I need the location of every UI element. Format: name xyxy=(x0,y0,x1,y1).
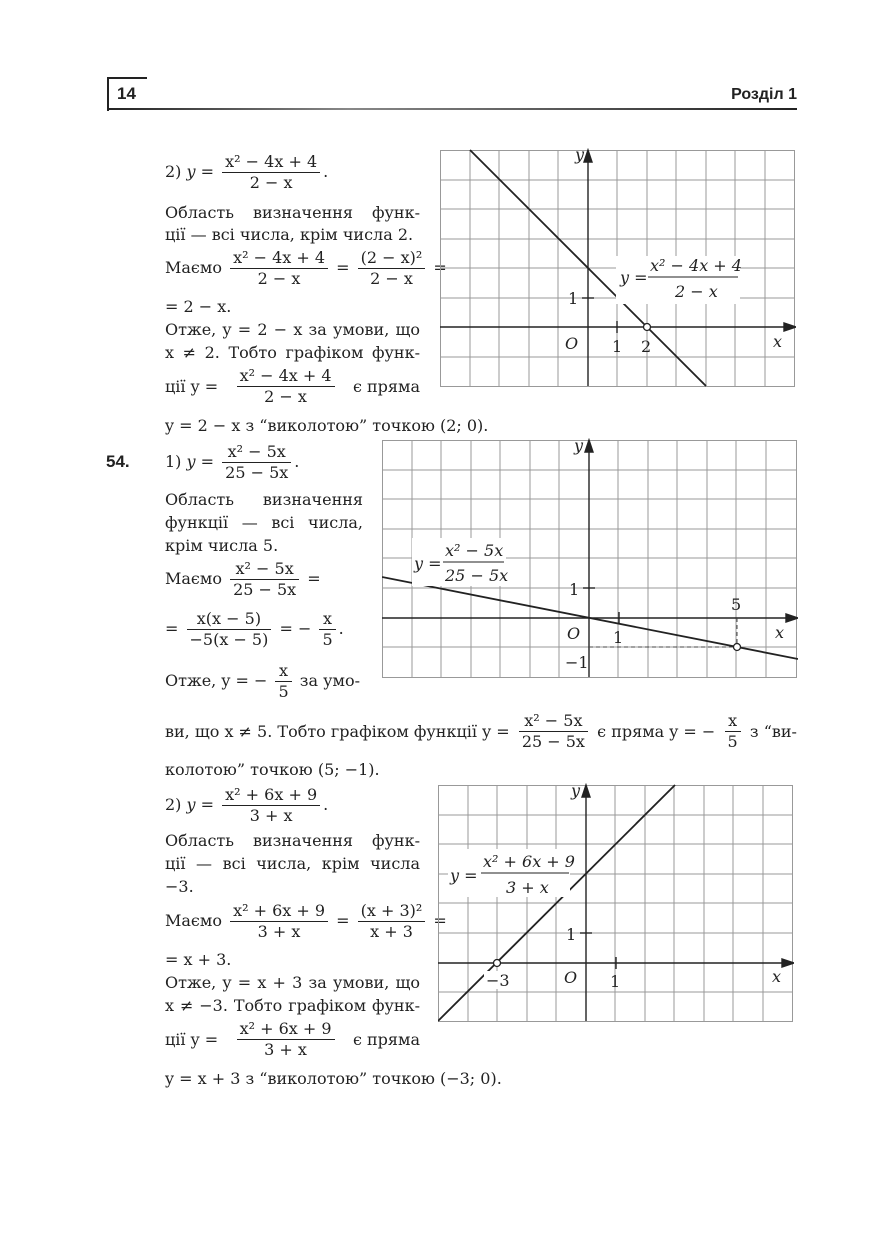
graph-3-punctured-point xyxy=(494,960,501,967)
s2-cont: ви, що x ≠ 5. Тобто графіком функції y = $\frac{\text{x² − 5x}}{25 - 5x}$ є пряма y = − $\frac{x}{5}$ з “ви- xyxy=(165,711,797,751)
s2-domain-1: Область визначення xyxy=(165,490,363,509)
graph-1-eq-den: 2 − x xyxy=(675,282,718,301)
s3-maemo: Маємо $\frac{\text{x² + 6x + 9}}{3 + x}$ = $\frac{\text{(x + 3)²}}{x + 3}$ = xyxy=(165,901,447,941)
s2-maemo: Маємо $\frac{\text{x² − 5x}}{25 - 5x}$ = xyxy=(165,559,321,599)
graph-3-eq-lhs: y = xyxy=(450,866,478,885)
graph-2-origin: O xyxy=(567,624,581,643)
s1-then-1: Отже, y = 2 − x за умови, що xyxy=(165,320,420,339)
section-title: Розділ 1 xyxy=(731,86,797,103)
s2-last: колотою” точкою (5; −1). xyxy=(165,760,380,779)
graph-3 xyxy=(438,783,794,1023)
graph-2-eq-lhs: y = xyxy=(414,554,442,573)
problem-number: 54. xyxy=(106,452,130,471)
graph-1 xyxy=(440,148,796,388)
graph-3-x-label: x xyxy=(772,967,782,986)
s1-maemo: Маємо $\frac{\text{x² − 4x + 4}}{2 - x}$ = $\frac{\text{(2 − x)²}}{2 - x}$ = xyxy=(165,248,447,288)
graph-3-y-arrow xyxy=(582,785,590,797)
s3-domain-2: ції — всі числа, крім числа xyxy=(165,854,420,873)
graph-2-eq-num: x² − 5x xyxy=(445,541,504,560)
graph-1-origin: O xyxy=(565,334,579,353)
s1-formula: 2) y = $\frac{\text{x² − 4x + 4}}{2 - x}$ . xyxy=(165,152,329,192)
s2-domain-3: крім числа 5. xyxy=(165,536,279,555)
s2-domain-2: функції — всі числа, xyxy=(165,513,363,532)
s3-formula: 2) y = $\frac{\text{x² + 6x + 9}}{3 + x}$ . xyxy=(165,785,329,825)
s2-then: Отже, y = − $\frac{x}{5}$ за умо- xyxy=(165,661,360,701)
graph-1-punctured-point xyxy=(644,324,651,331)
graph-3-eq-den: 3 + x xyxy=(506,878,549,897)
graph-2-tick-5: 5 xyxy=(731,595,742,614)
s3-last: y = x + 3 з “виколотою” точкою (−3; 0). xyxy=(165,1069,502,1088)
header-rule xyxy=(107,108,797,110)
graph-3-origin: O xyxy=(564,968,578,987)
graph-3-eq-num: x² + 6x + 9 xyxy=(483,852,575,871)
graph-1-x-label: x xyxy=(773,332,783,351)
page-number: 14 xyxy=(117,84,136,103)
s1-fraction: $\frac{\text{x² − 4x + 4}}{2 - x}$ xyxy=(222,152,320,193)
s3-result: = x + 3. xyxy=(165,950,232,969)
graph-3-tick-x1: 1 xyxy=(610,972,621,991)
graph-1-tick-y1: 1 xyxy=(568,289,579,308)
s1-domain-2: ції — всі числа, крім числа 2. xyxy=(165,225,414,244)
graph-1-y-arrow xyxy=(584,150,592,162)
s3-domain-1: Область визначення функ- xyxy=(165,831,420,850)
s3-then-2: x ≠ −3. Тобто графіком функ- xyxy=(165,996,420,1015)
graph-3-y-label: y xyxy=(571,783,581,800)
graph-2 xyxy=(382,438,798,679)
graph-2-x-label: x xyxy=(775,623,785,642)
graph-2-tick-y1: 1 xyxy=(569,580,580,599)
s3-then-3: ції y = $\frac{\text{x² + 6x + 9}}{3 + x}$ є пряма xyxy=(165,1019,420,1059)
graph-2-y-arrow xyxy=(585,440,593,452)
graph-1-eq-num: x² − 4x + 4 xyxy=(650,256,742,275)
graph-2-tick-ym1: −1 xyxy=(565,653,589,672)
s3-then-1: Отже, y = x + 3 за умови, що xyxy=(165,973,420,992)
s1-result: = 2 − x. xyxy=(165,297,232,316)
graph-2-eq-den: 25 − 5x xyxy=(445,566,509,585)
s3-domain-3: −3. xyxy=(165,877,194,896)
graph-2-y-label: y xyxy=(574,438,584,455)
s1-then-3: ції y = $\frac{\text{x² − 4x + 4}}{2 - x}$ є пряма xyxy=(165,366,420,406)
s1-then-2: x ≠ 2. Тобто графіком функ- xyxy=(165,343,420,362)
graph-2-tick-x1: 1 xyxy=(613,628,624,647)
s2-factor: = $\frac{x(x - 5)}{-5(x - 5)}$ = − $\frac{x}{5}$ . xyxy=(165,609,344,649)
graph-1-y-label: y xyxy=(575,148,585,164)
s2-formula: 1) y = $\frac{\text{x² − 5x}}{25 - 5x}$ . xyxy=(165,442,300,482)
graph-1-tick-x1: 1 xyxy=(612,337,623,356)
s1-last: y = 2 − x з “виколотою” точкою (2; 0). xyxy=(165,416,489,435)
graph-3-tick-xm3: −3 xyxy=(486,971,510,990)
s1-domain-1: Область визначення функ- xyxy=(165,203,420,222)
graph-3-tick-y1: 1 xyxy=(566,925,577,944)
graph-1-tick-x2: 2 xyxy=(641,337,652,356)
graph-2-punctured-point xyxy=(734,644,741,651)
graph-1-eq-lhs: y = xyxy=(620,268,648,287)
